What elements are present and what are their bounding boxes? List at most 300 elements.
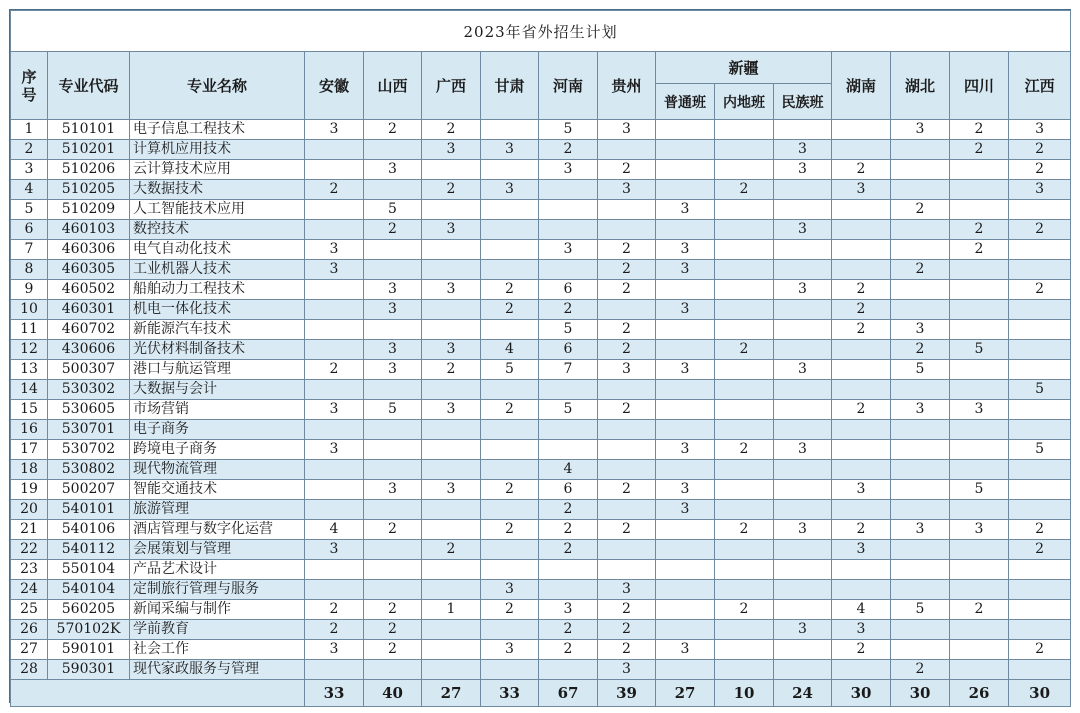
row-value <box>305 140 364 160</box>
row-value <box>305 380 364 400</box>
row-value: 2 <box>305 620 364 640</box>
row-seq: 26 <box>11 620 48 640</box>
row-value <box>774 500 832 520</box>
total-value: 24 <box>774 680 832 707</box>
row-value: 2 <box>1009 520 1071 540</box>
row-value <box>539 200 598 220</box>
row-value: 2 <box>364 640 422 660</box>
row-value <box>422 660 481 680</box>
row-value <box>598 140 656 160</box>
row-value: 3 <box>1009 180 1071 200</box>
row-value <box>305 560 364 580</box>
row-code: 460103 <box>48 220 130 240</box>
row-value <box>656 560 715 580</box>
header-province: 贵州 <box>598 52 656 120</box>
row-value <box>950 660 1009 680</box>
row-value <box>950 280 1009 300</box>
row-value: 2 <box>598 240 656 260</box>
row-value: 3 <box>598 180 656 200</box>
row-value: 2 <box>539 140 598 160</box>
row-value <box>1009 420 1071 440</box>
row-value: 3 <box>774 440 832 460</box>
row-value <box>950 180 1009 200</box>
row-code: 510101 <box>48 120 130 140</box>
row-value: 5 <box>950 480 1009 500</box>
row-value <box>539 220 598 240</box>
row-name: 旅游管理 <box>130 500 305 520</box>
row-value: 3 <box>656 260 715 280</box>
row-value <box>715 320 774 340</box>
row-value: 2 <box>364 520 422 540</box>
row-value <box>832 420 891 440</box>
row-value: 2 <box>832 320 891 340</box>
row-value: 3 <box>891 120 950 140</box>
row-value <box>891 160 950 180</box>
table-row <box>11 520 1071 540</box>
row-value <box>891 220 950 240</box>
row-value: 2 <box>598 520 656 540</box>
row-value: 3 <box>481 140 539 160</box>
row-seq: 13 <box>11 360 48 380</box>
total-value: 26 <box>950 680 1009 707</box>
row-value <box>774 640 832 660</box>
row-code: 590301 <box>48 660 130 680</box>
row-value <box>305 160 364 180</box>
row-value: 3 <box>656 440 715 460</box>
table-row <box>11 540 1071 560</box>
row-seq: 3 <box>11 160 48 180</box>
row-code: 590101 <box>48 640 130 660</box>
row-value <box>364 560 422 580</box>
row-value <box>715 580 774 600</box>
row-code: 560205 <box>48 600 130 620</box>
row-value: 2 <box>481 280 539 300</box>
table-row <box>11 140 1071 160</box>
row-value: 2 <box>364 220 422 240</box>
row-code: 540104 <box>48 580 130 600</box>
row-value <box>715 260 774 280</box>
row-value: 2 <box>364 600 422 620</box>
header-province: 山西 <box>364 52 422 120</box>
row-value <box>656 140 715 160</box>
row-value <box>305 480 364 500</box>
row-code: 500207 <box>48 480 130 500</box>
header-province: 甘肃 <box>481 52 539 120</box>
row-name: 云计算技术应用 <box>130 160 305 180</box>
row-value <box>715 220 774 240</box>
table-row <box>11 380 1071 400</box>
row-value: 4 <box>539 460 598 480</box>
row-seq: 28 <box>11 660 48 680</box>
row-value <box>598 380 656 400</box>
row-seq: 22 <box>11 540 48 560</box>
row-value <box>774 560 832 580</box>
row-seq: 2 <box>11 140 48 160</box>
row-value <box>364 180 422 200</box>
row-value <box>1009 360 1071 380</box>
row-value: 3 <box>422 280 481 300</box>
row-value: 2 <box>598 160 656 180</box>
row-value <box>305 340 364 360</box>
row-value <box>364 140 422 160</box>
row-value: 2 <box>1009 540 1071 560</box>
row-value <box>305 420 364 440</box>
row-value: 2 <box>598 280 656 300</box>
row-seq: 20 <box>11 500 48 520</box>
row-value: 2 <box>715 600 774 620</box>
row-value: 4 <box>481 340 539 360</box>
row-value: 3 <box>539 600 598 620</box>
row-value <box>481 620 539 640</box>
row-value <box>1009 600 1071 620</box>
row-value <box>364 240 422 260</box>
row-value: 2 <box>1009 640 1071 660</box>
row-value <box>891 620 950 640</box>
row-name: 光伏材料制备技术 <box>130 340 305 360</box>
row-value: 2 <box>832 400 891 420</box>
row-seq: 12 <box>11 340 48 360</box>
row-value <box>305 580 364 600</box>
row-seq: 19 <box>11 480 48 500</box>
row-value: 3 <box>422 480 481 500</box>
table-row <box>11 120 1071 140</box>
row-value: 2 <box>364 120 422 140</box>
table-row <box>11 660 1071 680</box>
table-row <box>11 360 1071 380</box>
row-value <box>950 160 1009 180</box>
row-value: 3 <box>539 240 598 260</box>
row-value <box>950 260 1009 280</box>
row-value: 2 <box>598 620 656 640</box>
row-value: 5 <box>1009 440 1071 460</box>
header-xinjiang-sub: 民族班 <box>774 84 832 120</box>
row-value <box>656 220 715 240</box>
row-value <box>539 420 598 440</box>
row-value <box>656 520 715 540</box>
row-value <box>481 220 539 240</box>
row-value: 2 <box>715 340 774 360</box>
total-value: 30 <box>891 680 950 707</box>
row-value: 3 <box>891 400 950 420</box>
row-value: 3 <box>481 580 539 600</box>
row-value: 3 <box>305 240 364 260</box>
row-seq: 21 <box>11 520 48 540</box>
row-value: 2 <box>891 340 950 360</box>
row-value <box>950 580 1009 600</box>
row-value: 2 <box>539 500 598 520</box>
row-value <box>481 460 539 480</box>
row-value: 2 <box>1009 140 1071 160</box>
row-value <box>364 440 422 460</box>
row-value <box>364 460 422 480</box>
row-value <box>1009 400 1071 420</box>
row-value: 2 <box>832 280 891 300</box>
row-value <box>832 340 891 360</box>
row-name: 现代物流管理 <box>130 460 305 480</box>
row-value <box>305 500 364 520</box>
row-value <box>481 200 539 220</box>
row-value <box>950 360 1009 380</box>
row-value <box>598 460 656 480</box>
row-value <box>656 340 715 360</box>
row-value <box>1009 340 1071 360</box>
row-value <box>891 540 950 560</box>
row-value: 3 <box>774 160 832 180</box>
row-value <box>422 580 481 600</box>
row-value <box>950 380 1009 400</box>
table-row <box>11 160 1071 180</box>
plan-sheet <box>9 9 1071 703</box>
header-province: 四川 <box>950 52 1009 120</box>
total-value: 33 <box>481 680 539 707</box>
row-value <box>539 180 598 200</box>
row-value <box>598 440 656 460</box>
row-seq: 16 <box>11 420 48 440</box>
row-name: 大数据技术 <box>130 180 305 200</box>
row-code: 530802 <box>48 460 130 480</box>
row-value <box>1009 480 1071 500</box>
row-value <box>950 540 1009 560</box>
row-value <box>832 560 891 580</box>
row-value: 3 <box>656 360 715 380</box>
row-value <box>715 140 774 160</box>
table-row <box>11 180 1071 200</box>
row-seq: 9 <box>11 280 48 300</box>
row-value: 3 <box>598 580 656 600</box>
row-value: 5 <box>891 600 950 620</box>
row-value: 3 <box>305 640 364 660</box>
row-value <box>1009 300 1071 320</box>
total-value: 39 <box>598 680 656 707</box>
table-row <box>11 600 1071 620</box>
row-value: 2 <box>950 220 1009 240</box>
row-seq: 17 <box>11 440 48 460</box>
row-value <box>832 240 891 260</box>
table-row <box>11 200 1071 220</box>
row-value: 3 <box>364 480 422 500</box>
table-row <box>11 280 1071 300</box>
row-value <box>422 500 481 520</box>
row-value <box>481 420 539 440</box>
row-value: 3 <box>832 480 891 500</box>
row-value <box>539 440 598 460</box>
header-seq-label: 序号 <box>21 67 37 104</box>
row-value <box>1009 320 1071 340</box>
row-name: 电气自动化技术 <box>130 240 305 260</box>
row-value <box>598 200 656 220</box>
row-value <box>950 420 1009 440</box>
row-value: 2 <box>539 300 598 320</box>
table-row <box>11 500 1071 520</box>
row-value: 3 <box>832 180 891 200</box>
row-value: 2 <box>1009 220 1071 240</box>
row-value <box>1009 460 1071 480</box>
row-value <box>656 600 715 620</box>
row-value <box>715 420 774 440</box>
row-value: 2 <box>481 520 539 540</box>
row-value <box>481 380 539 400</box>
row-value <box>598 540 656 560</box>
row-value <box>1009 260 1071 280</box>
row-value: 3 <box>481 180 539 200</box>
row-value: 3 <box>364 340 422 360</box>
row-value <box>832 140 891 160</box>
row-value: 5 <box>539 320 598 340</box>
row-code: 510209 <box>48 200 130 220</box>
row-value <box>656 400 715 420</box>
row-value <box>656 620 715 640</box>
row-seq: 1 <box>11 120 48 140</box>
row-seq: 18 <box>11 460 48 480</box>
row-code: 460305 <box>48 260 130 280</box>
header-xinjiang: 新疆 <box>656 52 832 84</box>
row-value <box>656 580 715 600</box>
row-value <box>481 260 539 280</box>
row-value <box>1009 660 1071 680</box>
row-value <box>715 240 774 260</box>
row-value: 3 <box>774 280 832 300</box>
row-code: 430606 <box>48 340 130 360</box>
row-value <box>481 320 539 340</box>
row-value: 4 <box>832 600 891 620</box>
row-name: 会展策划与管理 <box>130 540 305 560</box>
row-value <box>1009 240 1071 260</box>
row-value: 2 <box>715 440 774 460</box>
row-code: 550104 <box>48 560 130 580</box>
total-value: 10 <box>715 680 774 707</box>
row-value <box>832 500 891 520</box>
totals-label-cell <box>11 680 305 707</box>
row-code: 540101 <box>48 500 130 520</box>
row-value <box>1009 200 1071 220</box>
row-name: 人工智能技术应用 <box>130 200 305 220</box>
row-value: 2 <box>598 400 656 420</box>
row-value: 2 <box>481 300 539 320</box>
row-value: 2 <box>715 520 774 540</box>
row-value <box>539 660 598 680</box>
row-value <box>950 500 1009 520</box>
row-seq: 11 <box>11 320 48 340</box>
row-name: 社会工作 <box>130 640 305 660</box>
row-value <box>598 300 656 320</box>
row-value: 3 <box>422 140 481 160</box>
enrollment-plan-table <box>10 10 1071 707</box>
row-value <box>891 280 950 300</box>
row-value <box>656 320 715 340</box>
row-value <box>950 300 1009 320</box>
row-code: 530701 <box>48 420 130 440</box>
row-value: 2 <box>891 660 950 680</box>
row-name: 产品艺术设计 <box>130 560 305 580</box>
row-value <box>422 380 481 400</box>
row-value: 2 <box>539 620 598 640</box>
row-value <box>715 660 774 680</box>
row-value <box>364 540 422 560</box>
row-name: 数控技术 <box>130 220 305 240</box>
row-value <box>715 400 774 420</box>
row-value <box>481 240 539 260</box>
row-code: 510206 <box>48 160 130 180</box>
row-seq: 4 <box>11 180 48 200</box>
row-seq: 10 <box>11 300 48 320</box>
row-value <box>1009 560 1071 580</box>
row-value <box>832 220 891 240</box>
row-value <box>891 420 950 440</box>
row-value: 3 <box>364 280 422 300</box>
row-code: 540112 <box>48 540 130 560</box>
row-seq: 25 <box>11 600 48 620</box>
row-value <box>481 440 539 460</box>
row-value <box>715 200 774 220</box>
row-value <box>481 560 539 580</box>
table-row <box>11 580 1071 600</box>
row-name: 工业机器人技术 <box>130 260 305 280</box>
header-province: 湖北 <box>891 52 950 120</box>
table-row <box>11 340 1071 360</box>
row-name: 跨境电子商务 <box>130 440 305 460</box>
row-value <box>1009 500 1071 520</box>
row-value <box>715 540 774 560</box>
row-value: 2 <box>422 180 481 200</box>
row-value: 2 <box>598 260 656 280</box>
table-row <box>11 480 1071 500</box>
row-value <box>422 560 481 580</box>
row-value: 6 <box>539 480 598 500</box>
row-value: 2 <box>481 400 539 420</box>
row-value <box>481 160 539 180</box>
row-seq: 6 <box>11 220 48 240</box>
row-value <box>891 180 950 200</box>
row-value: 2 <box>539 640 598 660</box>
row-value <box>832 260 891 280</box>
row-seq: 8 <box>11 260 48 280</box>
row-code: 570102K <box>48 620 130 640</box>
row-value: 2 <box>950 120 1009 140</box>
row-value <box>422 620 481 640</box>
total-value: 30 <box>832 680 891 707</box>
total-value: 30 <box>1009 680 1071 707</box>
table-row <box>11 300 1071 320</box>
header-xinjiang-sub: 内地班 <box>715 84 774 120</box>
row-value: 3 <box>364 160 422 180</box>
row-value: 3 <box>774 520 832 540</box>
header-province: 河南 <box>539 52 598 120</box>
row-value: 5 <box>539 120 598 140</box>
row-value <box>656 660 715 680</box>
row-value <box>305 660 364 680</box>
row-value <box>891 580 950 600</box>
row-value: 2 <box>950 240 1009 260</box>
row-value <box>656 280 715 300</box>
row-value <box>1009 580 1071 600</box>
row-value: 3 <box>422 400 481 420</box>
row-value <box>715 360 774 380</box>
row-value: 2 <box>891 200 950 220</box>
table-row <box>11 460 1071 480</box>
row-code: 540106 <box>48 520 130 540</box>
row-value: 3 <box>774 140 832 160</box>
row-value <box>598 420 656 440</box>
total-value: 40 <box>364 680 422 707</box>
row-value: 3 <box>422 220 481 240</box>
row-name: 电子信息工程技术 <box>130 120 305 140</box>
row-value <box>774 480 832 500</box>
row-value: 2 <box>305 180 364 200</box>
row-value <box>715 640 774 660</box>
row-value: 5 <box>539 400 598 420</box>
row-value <box>891 460 950 480</box>
row-value <box>832 440 891 460</box>
